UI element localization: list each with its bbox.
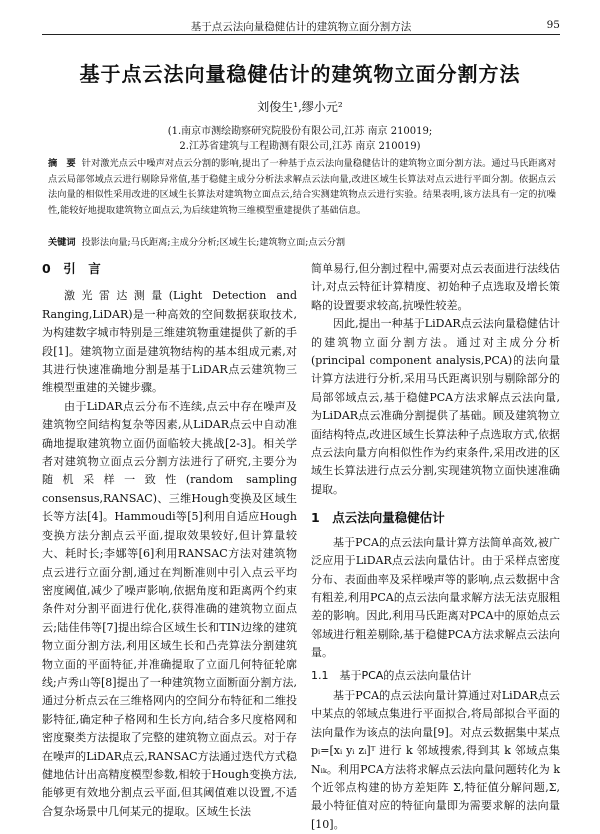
paragraph: 激光雷达测量(Light Detection and Ranging,LiDAR)是一种高效的空间数据获取技术,为构建数字城市特别是三维建筑物重建提供了新的手段[1]。建筑物立面是建筑物结构的基本组成元素,对其进行快速准确地分割是基于LiDAR点云建筑物三维模型重建的关键步骤。 (42, 289, 297, 395)
section-heading-method: 1 点云法向量稳健估计 (311, 510, 445, 526)
right-column (311, 260, 560, 834)
authors: 刘俊生¹,缪小元² (257, 100, 343, 114)
paper-title: 基于点云法向量稳健估计的建筑物立面分割方法 (79, 62, 521, 86)
subsection-heading: 1.1 基于PCA的点云法向量估计 (311, 668, 472, 682)
keywords (48, 234, 556, 248)
paragraph: 基于PCA的点云法向量计算方法简单高效,被广泛应用于LiDAR点云法向量估计。由于采样点密度分布、表面曲率及采样噪声等的影响,点云数据中含有粗差,利用PCA的点云法向量求解方法无法克服粗差的影响。因此,利用马氏距离对PCA中的原始点云邻域进行粗差剔除,基于稳健PCA方法求解点云法向量。 (311, 535, 560, 660)
affiliation-1: (1.南京市测绘勘察研究院股份有限公司,江苏 南京 210019; (167, 126, 433, 137)
page-number: 95 (546, 19, 560, 31)
section-heading-introduction: 0 引 言 (42, 261, 101, 276)
keywords-label: 关键词 (48, 237, 76, 248)
abstract-text: 针对激光点云中噪声对点云分割的影响,提出了一种基于点云法向量稳健估计的建筑物立面分割方法。通过马氏距离对点云局部邻域点云进行剔除异常值,基于稳健主成分分析法求解点云法向量,改进区域生长算法对点云进行平面分割。依据点云法向量的相似性采用改进的区域生长算法对建筑物立面点云,结合实测建筑物点云进行实验。结果表明,该方法具有一定的抗噪性,能较好地提取建筑物立面点云,为后续建筑物三维模型重建提供了基础信息。 (48, 158, 557, 216)
running-header (42, 14, 560, 35)
affiliation-2: 2.江苏省建筑与工程勘测有限公司,江苏 南京 210019) (179, 141, 421, 152)
abstract (48, 156, 556, 218)
abstract-label: 摘 要 (48, 158, 76, 169)
paragraph: 简单易行,但分割过程中,需要对点云表面进行法线估计,对点云特征计算精度、初始种子点选取及增长策略的设置要求较高,抗噪性较差。 (311, 262, 560, 312)
running-title: 基于点云法向量稳健估计的建筑物立面分割方法 (190, 21, 412, 33)
paragraph: 基于PCA的点云法向量计算通过对LiDAR点云中某点的邻域点集进行平面拟合,将局部拟合平面的法向量作为该点的法向量[9]。对点云数据集中某点 pᵢ=[xᵢ yᵢ zᵢ]ᵀ 进行 k 邻域搜索,得到其 k 邻域点集 Nᵢₖ。利用PCA方法将求解点云法向量问题转化为 k 个近邻点构建的协方差矩阵 Σ,特征值分解问题,Σ,最小特征值对应的特征向量即为需要求解的法向量[10]。 (311, 688, 560, 831)
paragraph: 由于LiDAR点云分布不连续,点云中存在噪声及建筑物空间结构复杂等因素,从LiDAR点云中自动准确地提取建筑物立面仍面临较大挑战[2-3]。相关学者对建筑物立面点云分割方法进行了研究,主要分为随机采样一致性(random sampling consensus,RANSAC)、三维Hough变换及区域生长等方法[4]。Hammoudi等[5]利用自适应Hough变换方法分割点云平面,提取效果较好,但计算量较大、耗时长;李娜等[6]利用RANSAC方法对建筑物点云进行立面分割,通过在判断准则中引入点云平均密度阈值,减少了噪声影响,依据角度和距离两个约束条件对分割平面进行优化,获得准确的建筑物立面点云;陆佳伟等[7]提出综合区域生长和TIN边缘的建筑物立面分割方法,利用区域生长和凸壳算法分割建筑物立面的平面特征,并准确提取了立面几何特征轮廓线;卢秀山等[8]提出了一种建筑物立面断面分割方法,通过分析点云在三维格网内的空间分布特征和二维投影特征,确定种子格网和生长方向,结合多尺度格网和密度聚类方法提取了完整的建筑物立面点云。对于存在噪声的LiDAR点云,RANSAC方法通过迭代方式稳健地估计出高精度模型参数,相较于Hough变换方法,能够更有效地分割点云平面,但其阈值难以设置,不适合复杂场景中几何某元的提取。区域生长法 (42, 399, 297, 818)
left-column (42, 260, 297, 821)
paragraph: 因此,提出一种基于LiDAR点云法向量稳健估计的建筑物立面分割方法。通过对主成分分析(principal component analysis,PCA)的法向量计算方法进行分析,采用马氏距离识别与剔除部分的局部邻域点云,基于稳健PCA方法求解点云法向量,为LiDAR点云准确分割提供了基础。顾及建筑物立面结构特点,改进区域生长算法种子点选取方式,依据点云法向量方向相似性作为约束条件,采用改进的区域生长算法进行点云分割,实现建筑物立面快速准确提取。 (311, 317, 560, 496)
keywords-text: 投影法向量;马氏距离;主成分分析;区域生长;建筑物立面;点云分割 (81, 237, 346, 248)
